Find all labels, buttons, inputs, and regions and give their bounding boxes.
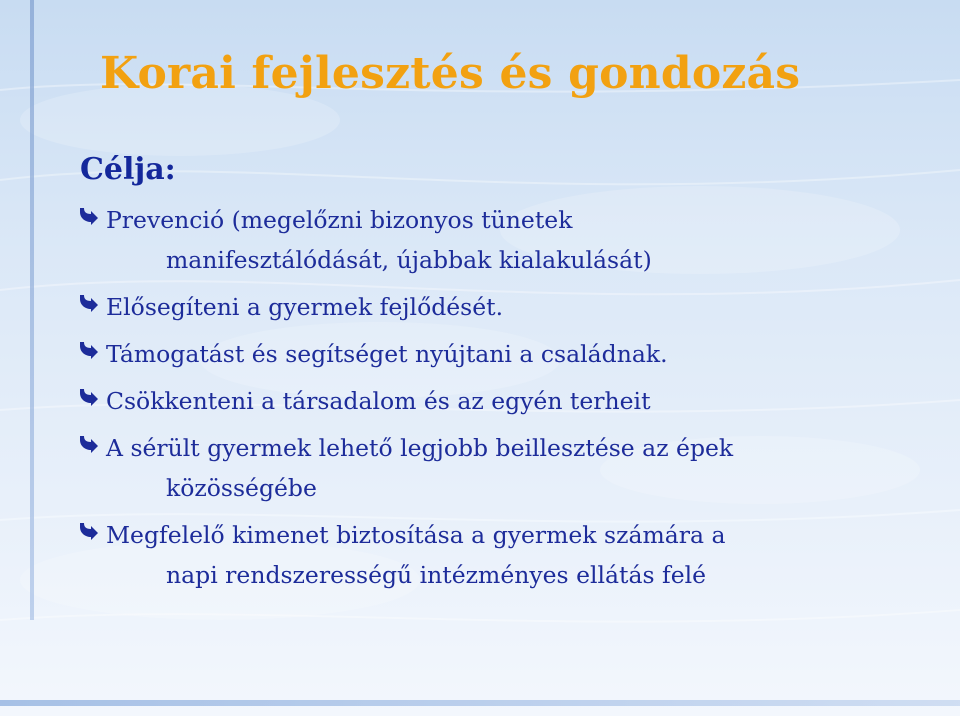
curved-arrow-right-icon [78,334,106,360]
curved-arrow-right-icon [78,428,106,454]
slide-subtitle: Célja: [80,152,176,187]
list-item-line-continued: napi rendszerességű intézményes ellátás felé [166,561,707,589]
list-item-text [106,200,652,280]
list-item-line-continued: közösségébe [166,474,317,502]
curved-arrow-right-icon [78,381,106,407]
list-item-line: Elősegíteni a gyermek fejlődését. [106,293,504,321]
list-item-line: A sérült gyermek lehető legjobb beillesztése az épek [106,434,734,462]
list-item-line: Csökkenteni a társadalom és az egyén terheit [106,387,651,415]
list-item [78,381,938,421]
list-item-text [106,515,726,595]
list-item [78,334,938,374]
list-item-text [106,381,651,421]
list-item [78,515,938,595]
curved-arrow-right-icon [78,515,106,541]
list-item [78,200,938,280]
left-accent-bar [30,0,34,620]
list-item [78,287,938,327]
list-item-line: Megfelelő kimenet biztosítása a gyermek számára a [106,521,726,549]
list-item-line: Támogatást és segítséget nyújtani a családnak. [106,340,668,368]
list-item-line: Prevenció (megelőzni bizonyos tünetek [106,206,573,234]
list-item-text [106,334,668,374]
bottom-accent-bar [0,700,960,706]
list-item-text [106,428,733,508]
curved-arrow-right-icon [78,287,106,313]
slide-title: Korai fejlesztés és gondozás [100,48,801,99]
bullet-list [78,200,938,602]
curved-arrow-right-icon [78,200,106,226]
list-item-text [106,287,503,327]
list-item-line-continued: manifesztálódását, újabbak kialakulását) [166,246,652,274]
list-item [78,428,938,508]
